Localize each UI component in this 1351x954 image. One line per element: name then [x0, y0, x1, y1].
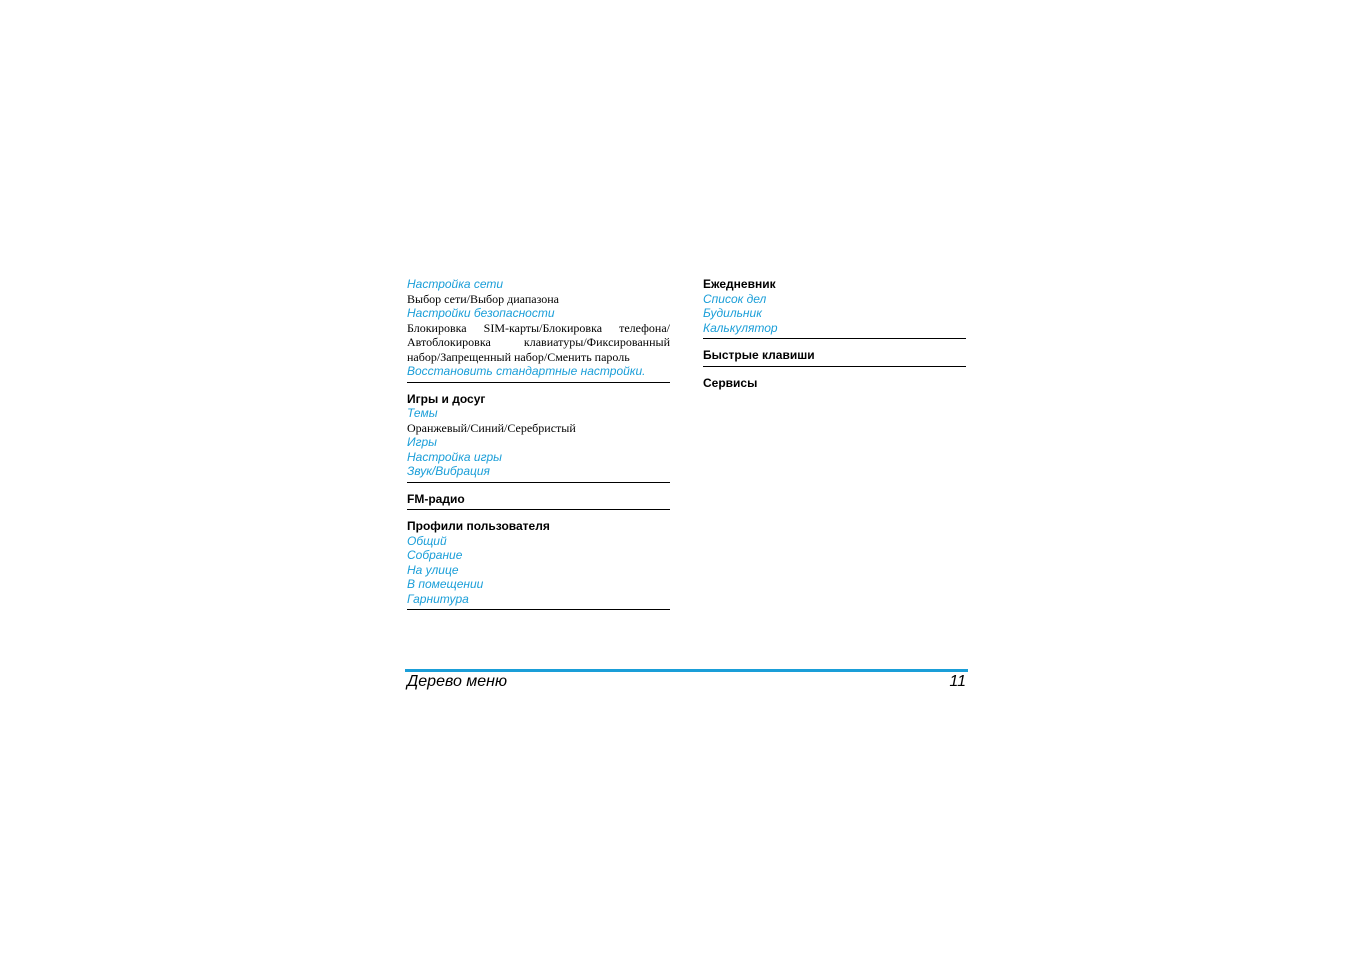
- profile-item: На улице: [407, 562, 459, 577]
- game-settings-item: Настройка игры: [407, 449, 502, 464]
- security-settings-desc: Блокировка SIM-карты/Блокировка телефона/ Автоблокировка клавиатуры/Фиксированный набор/Запрещенный набор/Сменить пароль: [407, 320, 670, 364]
- profiles-heading: Профили пользователя: [407, 519, 550, 533]
- section-divider: [407, 482, 670, 483]
- services-heading: Сервисы: [703, 375, 758, 390]
- footer-divider: [405, 669, 968, 672]
- hotkeys-heading: Быстрые клавиши: [703, 348, 815, 362]
- organizer-heading: Ежедневник: [703, 277, 776, 291]
- section-divider: [703, 338, 966, 339]
- section-divider: [407, 609, 670, 610]
- profile-item: Общий: [407, 533, 447, 548]
- section-divider: [407, 382, 670, 383]
- security-settings-item: Настройки безопасности: [407, 306, 555, 320]
- organizer-item: Будильник: [703, 306, 762, 320]
- sound-vibration-item: Звук/Вибрация: [407, 464, 490, 478]
- section-divider: [703, 366, 966, 367]
- games-heading: Игры и досуг: [407, 391, 486, 406]
- profile-item: Собрание: [407, 548, 463, 562]
- restore-defaults-item: Восстановить стандартные настройки.: [407, 364, 646, 378]
- left-column: [407, 277, 670, 619]
- organizer-item: Калькулятор: [703, 320, 778, 335]
- footer-title: Дерево меню: [407, 673, 508, 690]
- organizer-item: Список дел: [703, 291, 767, 306]
- fm-radio-heading: FM-радио: [407, 491, 465, 506]
- profile-item: Гарнитура: [407, 591, 469, 606]
- page-number: 11: [949, 673, 966, 690]
- games-item: Игры: [407, 435, 438, 449]
- right-column: [703, 277, 966, 390]
- network-settings-item: Настройка сети: [407, 277, 504, 291]
- network-settings-desc: Выбор сети/Выбор диапазона: [407, 291, 560, 306]
- themes-desc: Оранжевый/Синий/Серебристый: [407, 420, 576, 435]
- themes-item: Темы: [407, 406, 438, 420]
- section-divider: [407, 509, 670, 510]
- profile-item: В помещении: [407, 577, 484, 591]
